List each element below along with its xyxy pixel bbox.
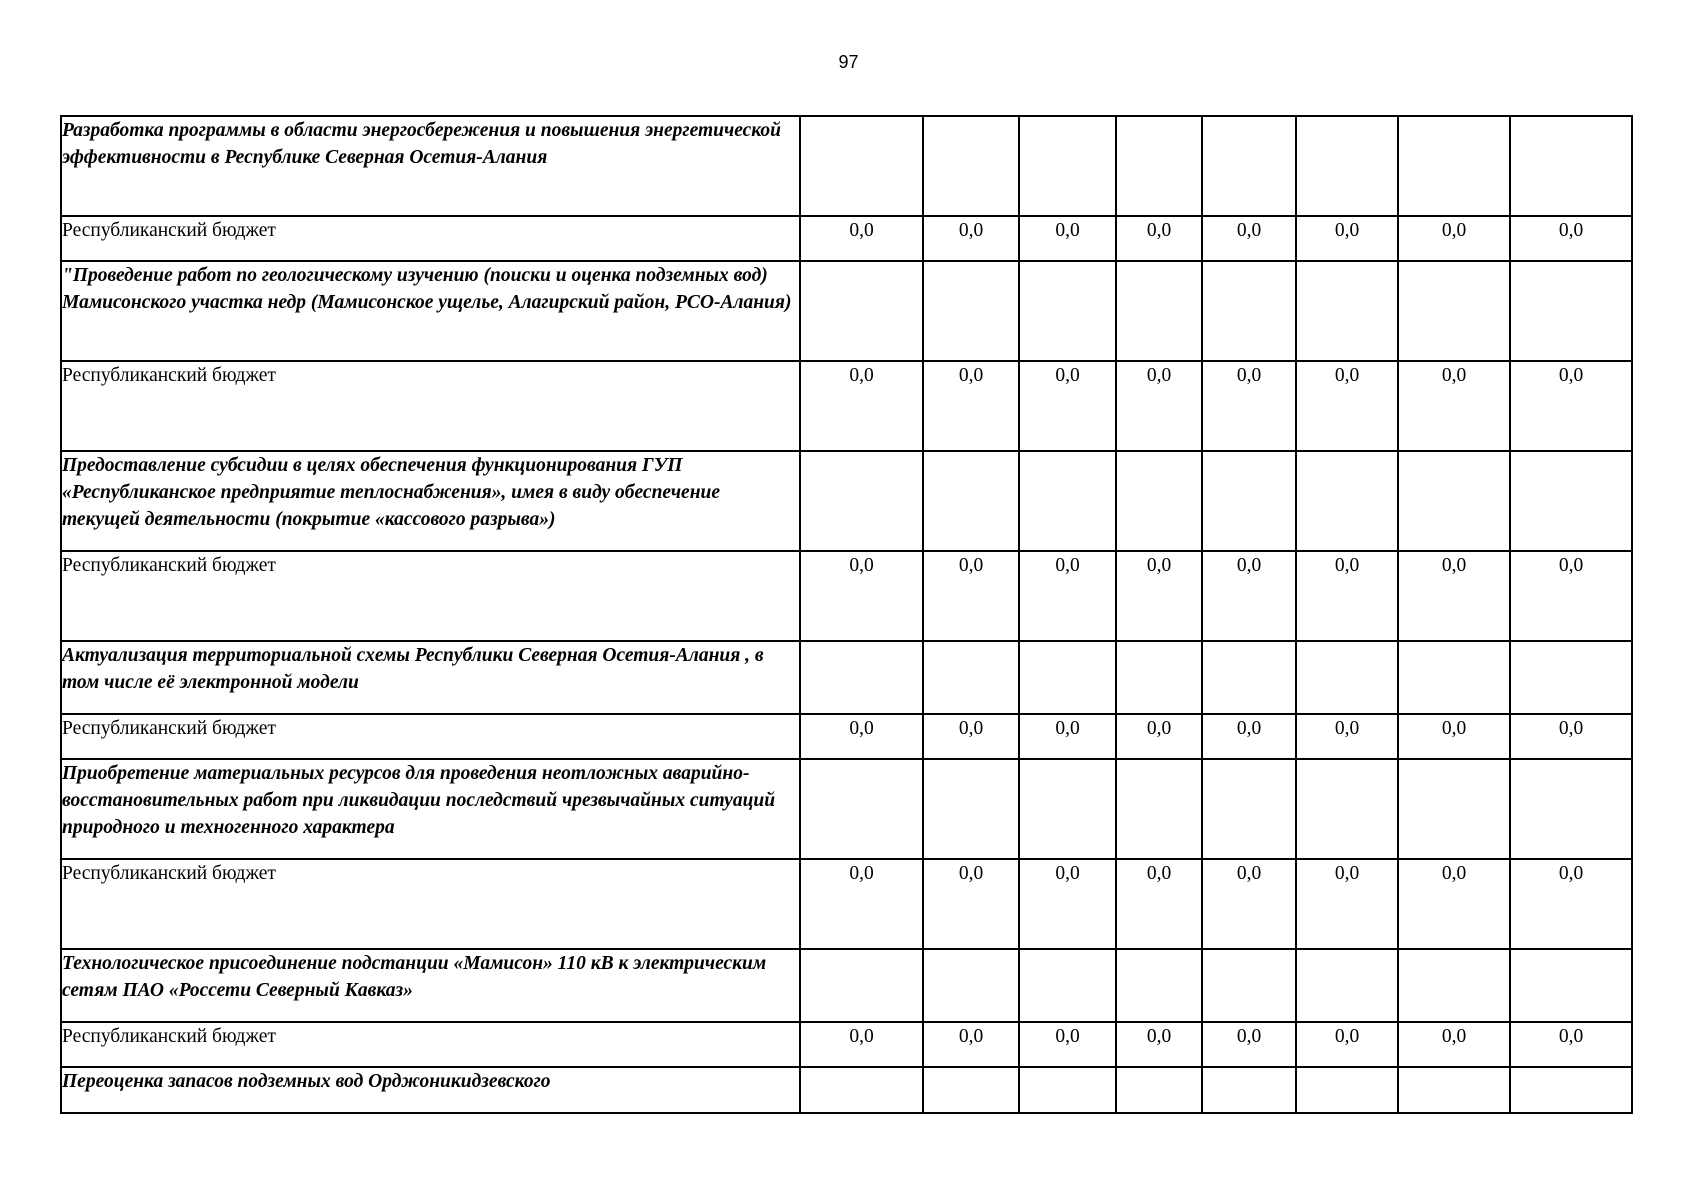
program-title-row — [61, 1067, 1632, 1113]
empty-cell — [1202, 949, 1296, 1022]
value-cell: 0,0 — [1019, 551, 1116, 641]
value-cell: 0,0 — [1116, 859, 1202, 949]
empty-cell — [800, 261, 923, 361]
value-cell: 0,0 — [1202, 859, 1296, 949]
value-cell: 0,0 — [1116, 551, 1202, 641]
value-cell: 0,0 — [800, 1022, 923, 1067]
empty-cell — [1202, 1067, 1296, 1113]
value-cell: 0,0 — [1202, 361, 1296, 451]
empty-cell — [1296, 949, 1398, 1022]
empty-cell — [1116, 949, 1202, 1022]
value-cell: 0,0 — [1202, 714, 1296, 759]
program-title: Разработка программы в области энергосбережения и повышения энергетической эффективности в Республике Северная Осетия-Алания — [61, 116, 800, 216]
value-cell: 0,0 — [1019, 859, 1116, 949]
value-cell: 0,0 — [1019, 361, 1116, 451]
value-cell: 0,0 — [1116, 714, 1202, 759]
value-cell: 0,0 — [1398, 361, 1510, 451]
value-cell: 0,0 — [1296, 361, 1398, 451]
value-cell: 0,0 — [923, 216, 1019, 261]
value-cell: 0,0 — [1296, 859, 1398, 949]
empty-cell — [923, 949, 1019, 1022]
empty-cell — [1202, 641, 1296, 714]
value-cell: 0,0 — [1202, 216, 1296, 261]
empty-cell — [800, 116, 923, 216]
empty-cell — [800, 949, 923, 1022]
empty-cell — [1202, 451, 1296, 551]
program-title-row — [61, 759, 1632, 859]
program-title: Приобретение материальных ресурсов для проведения неотложных аварийно-восстановительных работ при ликвидации последствий чрезвычайных ситуаций природного и техногенного характера — [61, 759, 800, 859]
empty-cell — [1019, 116, 1116, 216]
empty-cell — [800, 451, 923, 551]
value-cell: 0,0 — [1019, 216, 1116, 261]
empty-cell — [1398, 759, 1510, 859]
value-cell: 0,0 — [1202, 1022, 1296, 1067]
empty-cell — [1019, 451, 1116, 551]
program-title: Предоставление субсидии в целях обеспечения функционирования ГУП «Республиканское предприятие теплоснабжения», имея в виду обеспечение текущей деятельности (покрытие «кассового разрыва») — [61, 451, 800, 551]
empty-cell — [1510, 261, 1632, 361]
empty-cell — [1116, 759, 1202, 859]
value-cell: 0,0 — [1510, 1022, 1632, 1067]
value-cell: 0,0 — [1019, 1022, 1116, 1067]
value-cell: 0,0 — [1510, 859, 1632, 949]
value-cell: 0,0 — [1296, 1022, 1398, 1067]
budget-label: Республиканский бюджет — [61, 1022, 800, 1067]
program-title: Технологическое присоединение подстанции «Мамисон» 110 кВ к электрическим сетям ПАО «Россети Северный Кавказ» — [61, 949, 800, 1022]
empty-cell — [1202, 116, 1296, 216]
budget-row — [61, 859, 1632, 949]
empty-cell — [1019, 641, 1116, 714]
program-title: Актуализация территориальной схемы Республики Северная Осетия-Алания , в том числе её электронной модели — [61, 641, 800, 714]
value-cell: 0,0 — [1296, 714, 1398, 759]
budget-row — [61, 551, 1632, 641]
empty-cell — [1398, 261, 1510, 361]
empty-cell — [923, 116, 1019, 216]
empty-cell — [923, 759, 1019, 859]
value-cell: 0,0 — [1296, 551, 1398, 641]
value-cell: 0,0 — [1510, 361, 1632, 451]
budget-row — [61, 361, 1632, 451]
value-cell: 0,0 — [800, 216, 923, 261]
empty-cell — [1116, 641, 1202, 714]
empty-cell — [1296, 1067, 1398, 1113]
empty-cell — [1116, 451, 1202, 551]
program-title-row — [61, 116, 1632, 216]
budget-label: Республиканский бюджет — [61, 859, 800, 949]
value-cell: 0,0 — [800, 551, 923, 641]
empty-cell — [1116, 116, 1202, 216]
empty-cell — [1398, 949, 1510, 1022]
empty-cell — [1296, 261, 1398, 361]
empty-cell — [1510, 759, 1632, 859]
program-title: Переоценка запасов подземных вод Орджоникидзевского — [61, 1067, 800, 1113]
value-cell: 0,0 — [1510, 551, 1632, 641]
empty-cell — [1116, 1067, 1202, 1113]
budget-row — [61, 1022, 1632, 1067]
value-cell: 0,0 — [800, 361, 923, 451]
empty-cell — [1296, 759, 1398, 859]
value-cell: 0,0 — [1398, 551, 1510, 641]
empty-cell — [1398, 116, 1510, 216]
budget-row — [61, 714, 1632, 759]
empty-cell — [1116, 261, 1202, 361]
empty-cell — [923, 261, 1019, 361]
program-title-row — [61, 641, 1632, 714]
empty-cell — [800, 641, 923, 714]
budget-table — [60, 115, 1633, 1114]
empty-cell — [800, 759, 923, 859]
empty-cell — [800, 1067, 923, 1113]
value-cell: 0,0 — [923, 859, 1019, 949]
empty-cell — [1510, 1067, 1632, 1113]
value-cell: 0,0 — [1019, 714, 1116, 759]
value-cell: 0,0 — [1398, 859, 1510, 949]
value-cell: 0,0 — [800, 714, 923, 759]
value-cell: 0,0 — [1116, 216, 1202, 261]
budget-label: Республиканский бюджет — [61, 216, 800, 261]
value-cell: 0,0 — [1398, 1022, 1510, 1067]
empty-cell — [1202, 759, 1296, 859]
value-cell: 0,0 — [923, 714, 1019, 759]
value-cell: 0,0 — [1398, 714, 1510, 759]
budget-row — [61, 216, 1632, 261]
empty-cell — [1019, 261, 1116, 361]
empty-cell — [1398, 641, 1510, 714]
empty-cell — [923, 641, 1019, 714]
empty-cell — [1510, 641, 1632, 714]
value-cell: 0,0 — [923, 1022, 1019, 1067]
value-cell: 0,0 — [923, 361, 1019, 451]
page-number: 97 — [838, 52, 859, 72]
budget-label: Республиканский бюджет — [61, 551, 800, 641]
empty-cell — [1019, 759, 1116, 859]
empty-cell — [1296, 641, 1398, 714]
empty-cell — [923, 1067, 1019, 1113]
empty-cell — [1296, 451, 1398, 551]
value-cell: 0,0 — [1296, 216, 1398, 261]
program-title-row — [61, 949, 1632, 1022]
empty-cell — [1019, 949, 1116, 1022]
program-title: "Проведение работ по геологическому изучению (поиски и оценка подземных вод) Мамисонского участка недр (Мамисонское ущелье, Алагирский район, РСО-Алания) — [61, 261, 800, 361]
value-cell: 0,0 — [1116, 361, 1202, 451]
program-title-row — [61, 261, 1632, 361]
empty-cell — [1296, 116, 1398, 216]
empty-cell — [1202, 261, 1296, 361]
budget-label: Республиканский бюджет — [61, 714, 800, 759]
value-cell: 0,0 — [1116, 1022, 1202, 1067]
empty-cell — [1019, 1067, 1116, 1113]
empty-cell — [1398, 451, 1510, 551]
value-cell: 0,0 — [923, 551, 1019, 641]
empty-cell — [1398, 1067, 1510, 1113]
budget-label: Республиканский бюджет — [61, 361, 800, 451]
empty-cell — [1510, 451, 1632, 551]
value-cell: 0,0 — [1510, 216, 1632, 261]
empty-cell — [1510, 116, 1632, 216]
value-cell: 0,0 — [1398, 216, 1510, 261]
empty-cell — [1510, 949, 1632, 1022]
empty-cell — [923, 451, 1019, 551]
value-cell: 0,0 — [1202, 551, 1296, 641]
value-cell: 0,0 — [1510, 714, 1632, 759]
program-title-row — [61, 451, 1632, 551]
value-cell: 0,0 — [800, 859, 923, 949]
